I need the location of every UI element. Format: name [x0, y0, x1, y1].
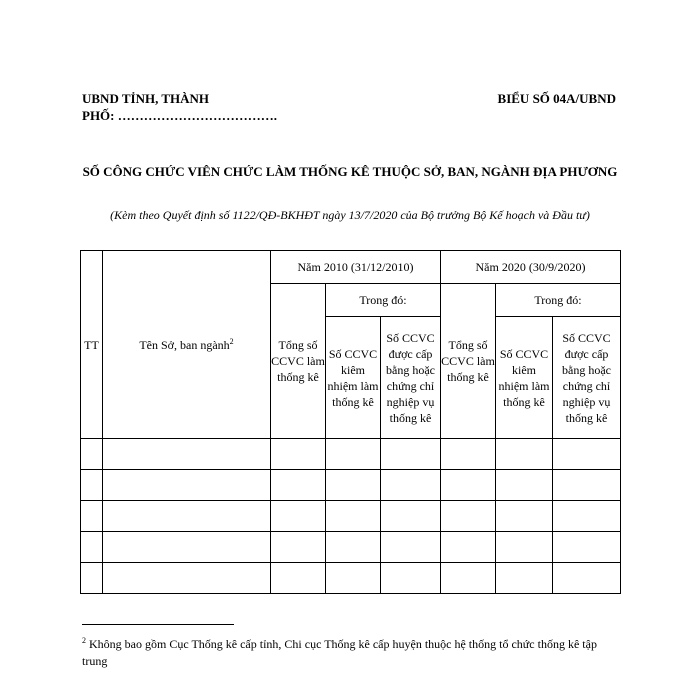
subgroup-header-2020: Trong đó: [496, 284, 621, 317]
table-cell [553, 439, 621, 470]
issuing-authority [82, 90, 277, 124]
col-header-total-2020: Tổng số CCVC làm thống kê [441, 284, 496, 439]
col-header-name [103, 251, 271, 439]
issuing-authority-line2: PHỐ: ………………………………. [82, 108, 277, 123]
table-cell [496, 439, 553, 470]
table-cell [381, 532, 441, 563]
table-row [81, 501, 621, 532]
col-header-tt: TT [81, 251, 103, 439]
table-cell [81, 563, 103, 594]
table-cell [441, 563, 496, 594]
col-header-certified-2010: Số CCVC được cấp bằng hoặc chứng chỉ nghiệp vụ thống kê [381, 317, 441, 439]
table-cell [326, 439, 381, 470]
document-title: SỐ CÔNG CHỨC VIÊN CHỨC LÀM THỐNG KÊ THUỘC SỞ, BAN, NGÀNH ĐỊA PHƯƠNG [82, 164, 618, 179]
table-cell [381, 501, 441, 532]
col-header-name-footnote-mark: 2 [229, 336, 234, 346]
table-cell [553, 470, 621, 501]
table-cell [103, 501, 271, 532]
col-header-concurrent-2010: Số CCVC kiêm nhiệm làm thống kê [326, 317, 381, 439]
table-cell [271, 532, 326, 563]
table-cell [441, 439, 496, 470]
group-header-2020: Năm 2020 (30/9/2020) [441, 251, 621, 284]
table-cell [103, 532, 271, 563]
table-row [81, 470, 621, 501]
col-header-name-text: Tên Sở, ban ngành [139, 337, 230, 352]
table-cell [496, 563, 553, 594]
table-cell [271, 439, 326, 470]
table-row [81, 563, 621, 594]
table-cell [326, 501, 381, 532]
table-cell [381, 563, 441, 594]
table-cell [441, 470, 496, 501]
group-header-2010: Năm 2010 (31/12/2010) [271, 251, 441, 284]
table-cell [496, 470, 553, 501]
table-cell [553, 532, 621, 563]
table-cell [381, 439, 441, 470]
form-number: BIỂU SỐ 04A/UBND [497, 91, 616, 106]
table-row [81, 439, 621, 470]
table-cell [81, 532, 103, 563]
table-cell [496, 501, 553, 532]
footnote [82, 636, 618, 670]
table-cell [271, 563, 326, 594]
statistics-table [80, 250, 621, 594]
footnote-text: Không bao gồm Cục Thống kê cấp tỉnh, Chi cục Thống kê cấp huyện thuộc hệ thống tổ chức thống kê tập trung [82, 637, 597, 668]
table-cell [81, 470, 103, 501]
table-cell [103, 470, 271, 501]
table-cell [496, 532, 553, 563]
table-cell [103, 439, 271, 470]
table-row [81, 532, 621, 563]
footnote-mark: 2 [82, 636, 86, 645]
table-cell [326, 532, 381, 563]
table-cell [103, 563, 271, 594]
table-cell [553, 501, 621, 532]
col-header-total-2010: Tổng số CCVC làm thống kê [271, 284, 326, 439]
table-cell [326, 470, 381, 501]
table-cell [441, 501, 496, 532]
table-cell [553, 563, 621, 594]
col-header-concurrent-2020: Số CCVC kiêm nhiệm làm thống kê [496, 317, 553, 439]
col-header-certified-2020: Số CCVC được cấp bằng hoặc chứng chỉ nghiệp vụ thống kê [553, 317, 621, 439]
table-cell [326, 563, 381, 594]
issuing-authority-line1: UBND TỈNH, THÀNH [82, 91, 210, 106]
table-cell [271, 470, 326, 501]
table-cell [271, 501, 326, 532]
table-cell [441, 532, 496, 563]
table-cell [381, 470, 441, 501]
table-cell [81, 501, 103, 532]
footnote-separator [82, 624, 234, 625]
subgroup-header-2010: Trong đó: [326, 284, 441, 317]
table-cell [81, 439, 103, 470]
document-subtitle: (Kèm theo Quyết định số 1122/QĐ-BKHĐT ngày 13/7/2020 của Bộ trưởng Bộ Kế hoạch và Đầu tư) [110, 208, 590, 222]
